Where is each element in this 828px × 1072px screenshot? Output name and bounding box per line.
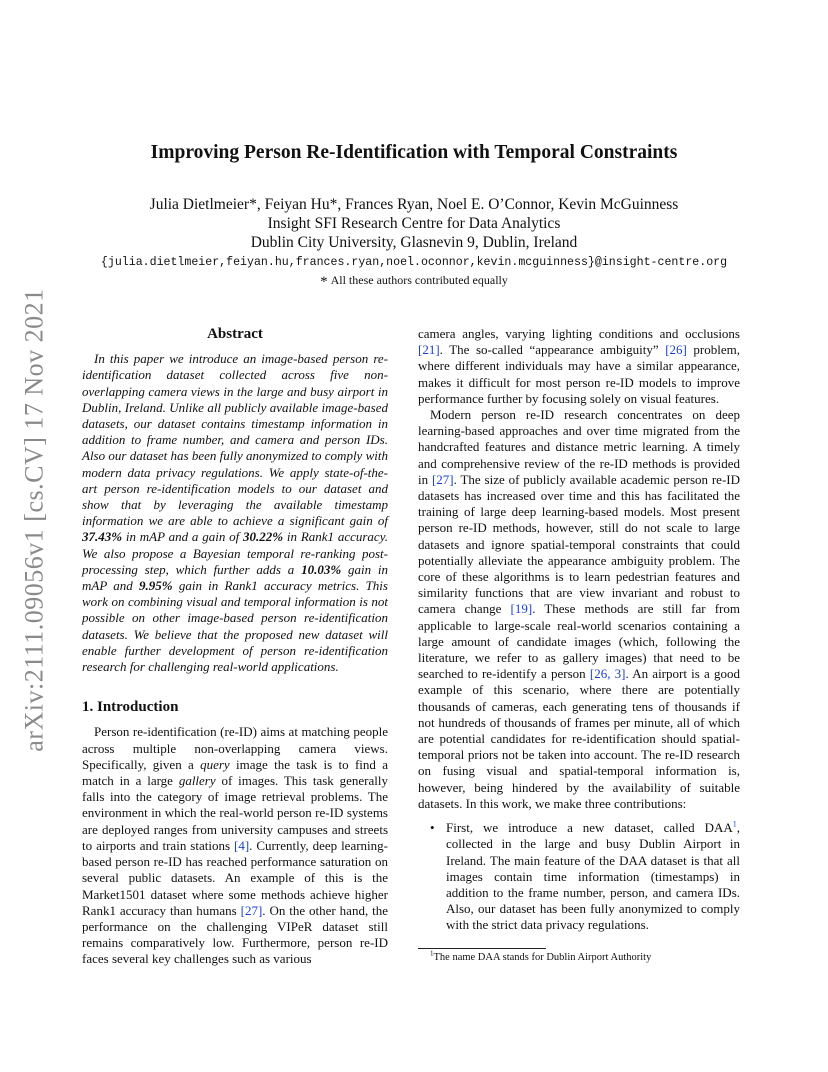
abstract-part: in mAP and a gain of	[122, 529, 244, 545]
equal-note-text: All these authors contributed equally	[330, 273, 508, 287]
footnote-divider	[418, 948, 546, 949]
citation-link[interactable]: [27]	[431, 471, 454, 487]
abstract-highlight: 30.22%	[243, 529, 284, 545]
text-run: of images. This task generally falls into the category of image retrieval problems. The environment in which the real-world person re-ID systems are deployed ranges from university campuses and streets to airports and train stations	[82, 773, 388, 853]
text-run: . On the other hand, the performance on the challenging VIPeR dataset still remains comparatively low. Furthermore, person re-ID faces several key challenges such as various	[82, 902, 388, 967]
affiliation-line-2: Dublin City University, Glasnevin 9, Dublin, Ireland	[250, 234, 578, 251]
list-item	[432, 820, 740, 933]
citation-link[interactable]: [26, 3]	[589, 666, 626, 682]
abstract-part: gain in mAP and	[82, 561, 388, 594]
abstract-heading: Abstract	[207, 326, 263, 342]
intro-paragraph-2	[418, 407, 740, 812]
abstract-highlight: 37.43%	[82, 529, 123, 545]
author-list: Julia Dietlmeier*, Feiyan Hu*, Frances Ryan, Noel E. O’Connor, Kevin McGuinness	[149, 196, 679, 213]
citation-link[interactable]: [21]	[418, 342, 440, 358]
left-column	[82, 326, 388, 968]
text-run: Person re-identification (re-ID) aims at matching people across multiple non-overlapping camera views. Specifically, given a	[82, 724, 388, 772]
citation-link[interactable]: [19]	[510, 601, 533, 617]
text-run: First, we introduce a new dataset, called DAA	[446, 820, 733, 836]
text-run: camera angles, varying lighting conditions and occlusions	[418, 326, 740, 341]
author-emails: {julia.dietlmeier,feiyan.hu,frances.ryan,noel.oconnor,kevin.mcguinness}@insight-centre.org	[100, 256, 728, 269]
equal-star: *	[320, 274, 328, 290]
footnote-mark: 1	[430, 949, 434, 958]
affiliation-line-1: Insight SFI Research Centre for Data Analytics	[267, 215, 561, 232]
italic-term: query	[200, 756, 230, 772]
intro-paragraph-1-cont	[418, 326, 740, 407]
contribution-list	[418, 820, 740, 933]
equal-contribution-note	[0, 273, 828, 291]
text-run: , collected in the large and busy Dublin Airport in Ireland. The main feature of the DAA dataset is that all images contain time information (timestamps) in addition to the frame number, person, and camera IDs. Also, our dataset has been fully anonymized to comply with the strict data privacy regulations.	[446, 820, 740, 933]
text-run: . Currently, deep learning-based person re-ID has reached performance saturation on several public datasets. An example of this is the Market1501 dataset where some methods achieve higher Rank1 accuracy than humans	[82, 837, 388, 918]
paper-title: Improving Person Re-Identification with Temporal Constraints	[150, 142, 678, 163]
abstract-highlight: 9.95%	[139, 578, 173, 594]
text-run: . These methods are still far from applicable to large-scale real-world scenarios containing a large amount of candidate images (which, following the literature, we refer to as gallery images) that need to be searched to re-identify a person	[418, 601, 740, 682]
text-run: problem, where different individuals may have a similar appearance, makes it difficult for most person re-ID models to improve performance further by focusing solely on visual features.	[418, 342, 740, 406]
abstract-part: In this paper we introduce an image-based person re-identification dataset collected across five non-overlapping camera views in the large and busy airport in Dublin, Ireland. Unlike all publicly available image-based datasets, our dataset contains timestamp information in addition to frame number, and camera and person IDs. Also our dataset has been fully anonymized to comply with modern data privacy regulations. We apply state-of-the-art person re-identification models to our dataset and show that by leveraging the available timestamp information we are able to achieve a significant gain of	[82, 351, 388, 529]
footnote-link[interactable]: 1	[732, 819, 737, 829]
abstract-part: gain in Rank1 accuracy metrics. This work on combining visual and temporal information is not possible on other image-based person re-identification datasets. We believe that the proposed new dataset will enable further development of person re-identification research for challenging real-world applications.	[82, 578, 388, 675]
introduction-heading: 1. Introduction	[82, 699, 179, 716]
citation-link[interactable]: [27]	[240, 902, 263, 918]
citation-link[interactable]: [26]	[665, 342, 687, 358]
text-run: . The so-called “appearance ambiguity”	[439, 342, 666, 358]
italic-term: gallery	[178, 773, 216, 789]
arxiv-id: arXiv:2111.09056v1 [cs.CV] 17 Nov 2021	[20, 288, 49, 752]
abstract-highlight: 10.03%	[301, 561, 342, 577]
text-run: . The size of publicly available academic person re-ID datasets has increased over time and this has facilitated the training of large deep learning-based models. Most present person re-ID methods, however, still do not scale to large datasets and ignore spatial-temporal constraints that could potentially alleviate the appearance ambiguity problem. The core of these algorithms is to learn pedestrian features and similarity functions that are view invariant and robust to camera change	[418, 471, 740, 617]
footnote	[430, 949, 652, 963]
text-run: Modern person re-ID research concentrates on deep learning-based approaches and over time migrated from the handcrafted features and distance metric learning. A timely and comprehensive review of the re-ID methods is provided in	[418, 407, 740, 487]
citation-link[interactable]: [4]	[233, 837, 250, 853]
footnote-text: The name DAA stands for Dublin Airport Authority	[433, 952, 652, 963]
abstract-text	[82, 351, 388, 675]
abstract-part: in Rank1 accuracy. We also propose a Bayesian temporal re-ranking post-processing step, which further adds a	[82, 529, 389, 577]
intro-paragraph-1	[82, 724, 388, 967]
text-run: . An airport is a good example of this scenario, where there are potentially thousands of cameras, each generating tens of thousands if not hundreds of thousands of frames per minute, all of which are potential candidates for re-identification should spatial-temporal priors not be taken into account. The re-ID research on fusing visual and spatial-temporal information is, however, being hindered by the availability of suitable datasets. In this work, we make three contributions:	[418, 666, 740, 811]
author-block	[0, 195, 828, 252]
right-column	[418, 326, 740, 934]
arxiv-stamp	[20, 285, 50, 755]
text-run: image the task is to find a match in a large	[82, 756, 388, 789]
